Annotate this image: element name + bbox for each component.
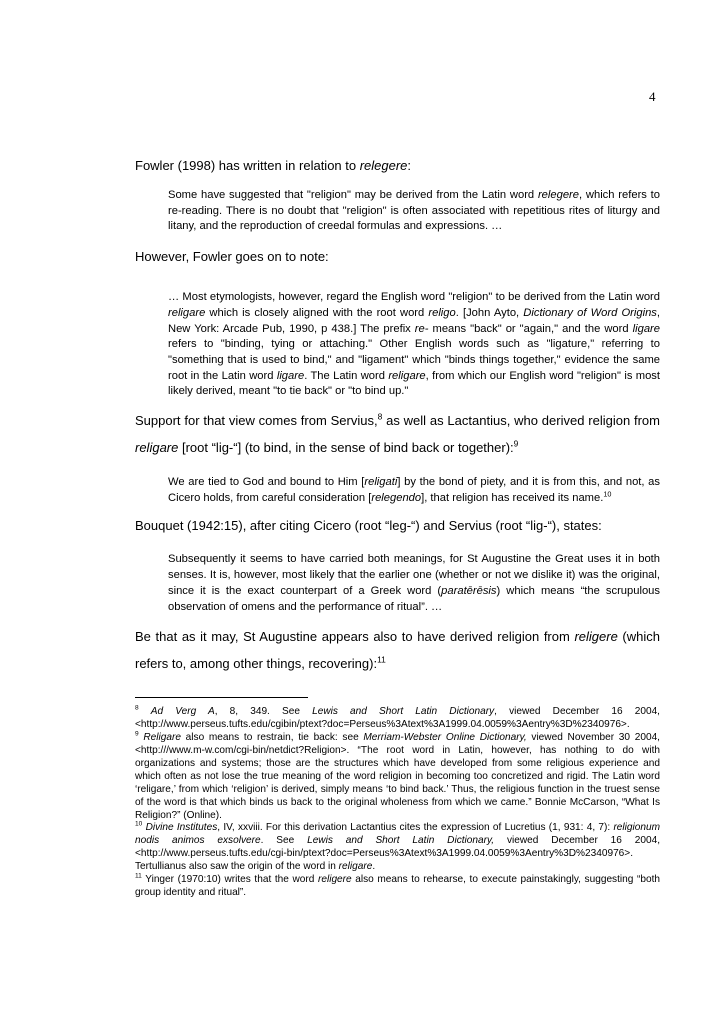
paragraph-bouquet: Bouquet (1942:15), after citing Cicero (root “leg-“) and Servius (root “lig-“), states:: [135, 518, 602, 534]
footnote-8: $^8$ Ad Verg A, 8, 349. See Lewis and Short Latin Dictionary, viewed December 16 2004, <http://www.perseus.tufts.edu/cgibin/ptext?doc=Perseus%3Atext%3A1999.04.0059%3Aentry%3D%2340976>.: [135, 704, 660, 731]
footnote-ref-10: 10: [603, 489, 612, 498]
footnote-ref-9: 9: [513, 438, 519, 449]
blockquote-fowler-religare: … Most etymologists, however, regard the English word "religion" to be derived from the Latin word religare which is closely aligned with the root word religo. [John Ayto, Dictionary of Word Origins, New York: Arcade Pub, 1990, p 438.] The prefix re- means "back" or "again," and the word ligare refers to "binding, tying or attaching." Other English words such as "ligature," referring to "something that is used to bind," and "ligament" which "binds things together," evidence the same root in the Latin word ligare. The Latin word religare, from which our English word "religion" is most likely derived, meant "to tie back" or "to bind up.": [168, 291, 661, 398]
footnote-11: $^{11}$ Yinger (1970:10) writes that the word religere also means to rehearse, to execute painstakingly, suggesting “both group identity and ritual”.: [135, 872, 660, 898]
paragraph-servius: Support for that view comes from Servius,$^8$ as well as Lactantius, who derived religion from religare [root “lig-“] (to bind, in the sense of bind back or together):$^9$: [135, 411, 660, 456]
page-body: [135, 152, 660, 900]
paragraph-fowler-note: However, Fowler goes on to note:: [135, 249, 329, 265]
paragraph-augustine: Be that as it may, St Augustine appears also to have derived religion from religere (which refers to, among other things, recovering):$^{11}$: [135, 629, 660, 672]
paragraph-fowler-intro: Fowler (1998) has written in relation to relegere:: [135, 158, 412, 173]
page-number: 4: [649, 89, 656, 104]
footnote-9: $^9$ Religare also means to restrain, tie back: see Merriam-Webster Online Dictionary, viewed November 30 2004, <http:///www.m-w.com/cgi-bin/netdict?Religion>. “The root word in Latin, however, has nothing to do with organizations and systems; those are the structures which have developed from some religious experience and which often as not lose the true meaning of the word religion in becoming too concretized and rigid. The Latin word ‘religare,’ from which ‘religion’ is derived, simply means ‘to bind back.’ Thus, the religious function in the truest sense of the word is that which binds us back to the original wholeness from which we came.” Bonnie McCarson, “What Is Religion?” (Online).: [135, 730, 660, 821]
footnote-ref-8: 8: [377, 411, 383, 422]
blockquote-fowler-relegere: Some have suggested that "religion" may be derived from the Latin word relegere, which refers to re-reading. There is no doubt that "religion" is often associated with repetitious rites of liturgy and litany, and the reproduction of creedal formulas and expressions. …: [168, 189, 661, 233]
blockquote-bouquet: Subsequently it seems to have carried both meanings, for St Augustine the Great uses it in both senses. It is, however, most likely that the earlier one (whether or not we dislike it) was the original, since it is the exact counterpart of a Greek word (paratērēsis) which means “the scrupulous observation of omens and the performance of ritual”. …: [168, 553, 660, 613]
footnote-ref-11: 11: [377, 654, 386, 665]
footnote-separator: [135, 697, 308, 698]
blockquote-lactantius: We are tied to God and bound to Him [religati] by the bond of piety, and it is from this, and not, as Cicero holds, from careful consideration [relegendo], that religion has received its name.$^{10}$: [168, 476, 660, 504]
footnote-10: $^{10}$ Divine Institutes, IV, xxviii. For this derivation Lactantius cites the expression of Lucretius (1, 931: 4, 7): religionum nodis animos exsolvere. See Lewis and Short Latin Dictionary, viewed December 16 2004, <http://www.perseus.tufts.edu/cgi-bin/ptext?doc=Perseus%3Atext%3A1999.04.0059%3Aentry%3D%2340976>. Tertullianus also saw the origin of the word in religare.: [135, 821, 661, 873]
